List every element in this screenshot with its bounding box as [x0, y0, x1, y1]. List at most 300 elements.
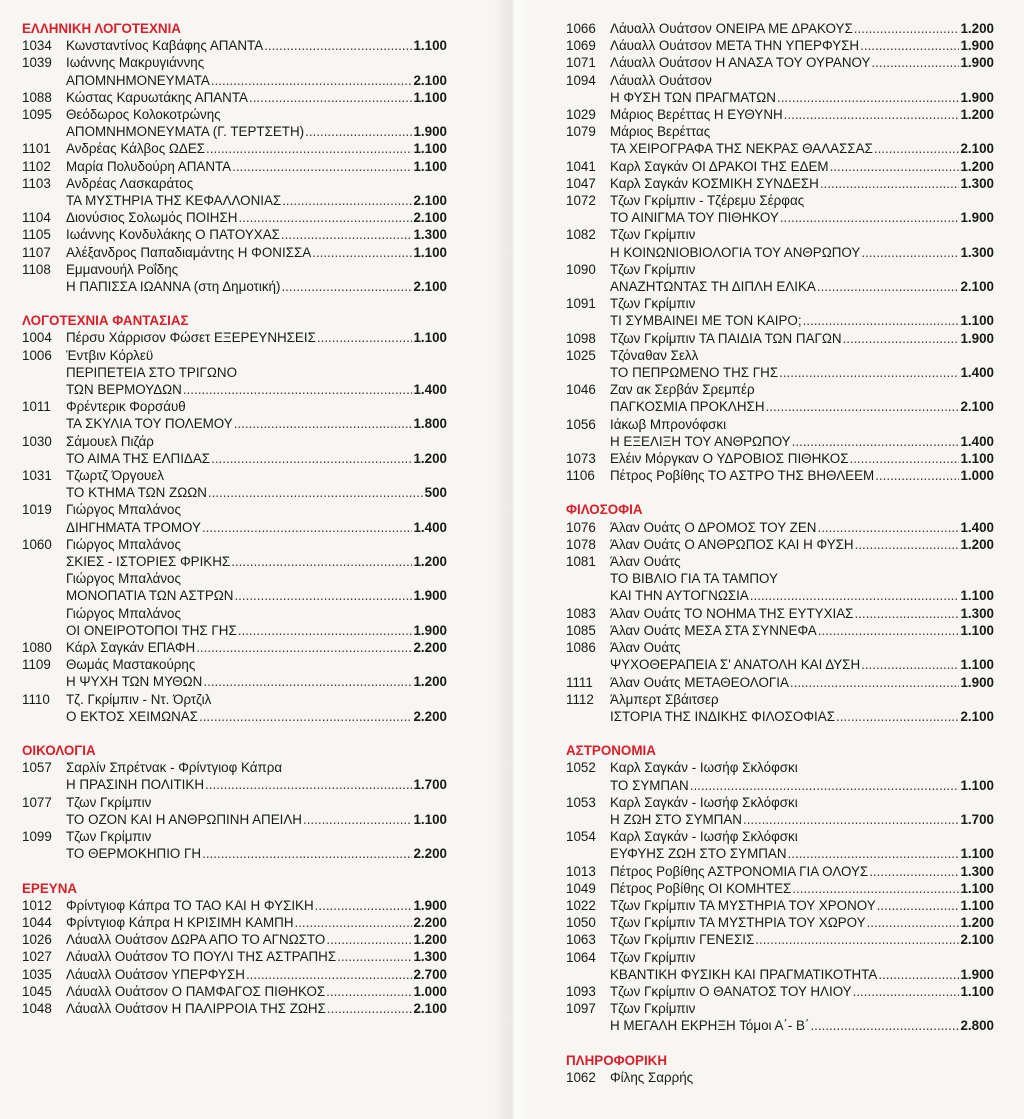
entry-title-line	[610, 244, 994, 261]
entry-text: Κωνσταντίνος Καβάφης ΑΠΑΝΤΑ	[66, 38, 264, 54]
book-code: 1093	[566, 983, 596, 999]
entry-title-line	[66, 519, 447, 536]
dot-leader	[766, 398, 960, 415]
price: 2.200	[413, 640, 447, 656]
price: 2.100	[413, 210, 447, 226]
entry-text: Πέρσυ Χάρρισον Φώσετ ΕΞΕΡΕΥΝΗΣΕΙΣ	[66, 330, 316, 346]
entry-text: ΚΒΑΝΤΙΚΗ ΦΥΣΙΚΗ ΚΑΙ ΠΡΑΓΜΑΤΙΚΟΤΗΤΑ	[610, 966, 878, 982]
dot-leader	[792, 433, 960, 450]
entry-text: Άλαν Ουάτς ΜΕΣΑ ΣΤΑ ΣΥΝΝΕΦΑ	[610, 622, 817, 638]
entry-body	[66, 605, 447, 639]
entry-author-line	[610, 605, 994, 622]
entry-author-line	[610, 467, 994, 484]
entry-title-line	[66, 673, 447, 690]
book-code: 1112	[566, 691, 594, 707]
entry-body	[610, 1000, 994, 1034]
price: 1.400	[413, 519, 447, 535]
entry-title-line	[66, 708, 447, 725]
entry-text: Γιώργος Μπαλάνος	[66, 571, 181, 587]
price: 1.900	[960, 966, 994, 982]
book-code: 1035	[22, 966, 52, 982]
catalog-entry	[566, 192, 994, 226]
entry-author-line	[66, 37, 447, 54]
catalog-entry	[22, 261, 447, 295]
catalog-entry	[566, 123, 994, 157]
dot-leader	[326, 931, 412, 948]
catalog-entry	[566, 226, 994, 260]
entry-author-line	[610, 54, 994, 71]
entry-body	[610, 192, 994, 226]
price: 2.100	[960, 279, 994, 295]
entry-title-line	[610, 708, 994, 725]
price: 2.100	[960, 932, 994, 948]
book-code: 1086	[566, 640, 596, 656]
entry-title-line	[66, 553, 447, 570]
entry-text: Τζων Γκρίμπιν - Τζέρεμυ Σέρφας	[610, 193, 805, 209]
entry-text: Σάμουελ Πιζάρ	[66, 433, 154, 449]
catalog-entry	[566, 175, 994, 192]
entry-body	[610, 467, 994, 484]
entry-text: Η ΠΡΑΣΙΝΗ ΠΟΛΙΤΙΚΗ	[66, 777, 204, 793]
entry-author-line	[66, 347, 447, 364]
dot-leader	[211, 72, 413, 89]
entry-title-line	[66, 587, 447, 604]
entry-author-line	[610, 72, 994, 89]
price: 2.100	[413, 1000, 447, 1016]
book-code: 1004	[22, 330, 52, 346]
entry-title-line	[610, 433, 994, 450]
dot-leader	[810, 1017, 959, 1034]
entry-body	[610, 949, 994, 983]
dot-leader	[780, 209, 960, 226]
catalog-entry	[566, 158, 994, 175]
entry-text: ΜΟΝΟΠΑΤΙΑ ΤΩΝ ΑΣΤΡΩΝ	[66, 588, 234, 604]
entry-author-line	[66, 244, 447, 261]
dot-leader	[860, 37, 959, 54]
book-code: 1064	[566, 949, 596, 965]
entry-text: Τζ. Γκρίμπιν - Ντ. Όρτζιλ	[66, 691, 212, 707]
right-column	[566, 20, 994, 1086]
entry-author-line	[610, 37, 994, 54]
dot-leader	[849, 450, 959, 467]
entry-body	[66, 261, 447, 295]
entry-text: Ιωάννης Κονδυλάκης Ο ΠΑΤΟΥΧΑΣ	[66, 227, 280, 243]
entry-text: Λάυαλλ Ουάτσον ΟΝΕΙΡΑ ΜΕ ΔΡΑΚΟΥΣ	[610, 21, 853, 36]
catalog-entry	[22, 828, 447, 862]
price: 1.900	[413, 124, 447, 140]
entry-title-line	[66, 845, 447, 862]
entry-text: Τζων Γκρίμπιν	[610, 949, 696, 965]
entry-body	[610, 759, 994, 793]
entry-author-line	[610, 295, 994, 312]
book-code: 1097	[566, 1001, 596, 1017]
entry-author-line	[66, 828, 447, 845]
dot-leader	[869, 863, 959, 880]
dot-leader	[788, 845, 960, 862]
entry-author-line	[610, 1000, 994, 1017]
dot-leader	[208, 484, 424, 501]
entry-text: Τζόναθαν Σελλ	[610, 347, 699, 363]
dot-leader	[817, 519, 959, 536]
catalog-entry	[566, 450, 994, 467]
book-code: 1052	[566, 760, 596, 776]
book-code: 1057	[22, 760, 52, 776]
book-code: 1060	[22, 536, 52, 552]
entry-author-line	[66, 54, 447, 71]
price: 1.200	[960, 21, 994, 36]
entry-text: Η ΜΕΓΑΛΗ ΕΚΡΗΞΗ Τόμοι Α΄- Β΄	[610, 1018, 810, 1034]
entry-author-line	[610, 347, 994, 364]
book-code: 1073	[566, 451, 596, 467]
entry-author-line	[610, 880, 994, 897]
dot-leader	[861, 656, 959, 673]
entry-text: Ο ΕΚΤΟΣ ΧΕΙΜΩΝΑΣ	[66, 708, 198, 724]
entry-body	[66, 948, 447, 965]
entry-text: Έντβιν Κόρλεϋ	[66, 347, 154, 363]
entry-text: Καρλ Σαγκάν - Ιωσήφ Σκλόφσκι	[610, 760, 798, 776]
section-heading: ΟΙΚΟΛΟΓΙΑ	[22, 743, 96, 759]
catalog-entry	[566, 931, 994, 948]
price: 2.100	[413, 72, 447, 88]
entry-title-line	[66, 776, 447, 793]
entry-title-line	[66, 381, 447, 398]
price: 1.100	[960, 777, 994, 793]
entry-author-line	[610, 691, 994, 708]
entry-text: Μαρία Πολυδούρη ΑΠΑΝΤΑ	[66, 158, 232, 174]
entry-title-line	[610, 364, 994, 381]
entry-body	[66, 140, 447, 157]
book-code: 1062	[566, 1069, 596, 1085]
entry-title-line	[610, 966, 994, 983]
price: 1.300	[960, 244, 994, 260]
catalog-entry	[22, 570, 447, 604]
entry-title-line	[66, 72, 447, 89]
book-code: 1082	[566, 227, 596, 243]
entry-author-line	[610, 674, 994, 691]
price: 1.900	[960, 330, 994, 346]
book-code: 1076	[566, 519, 596, 535]
entry-body	[66, 209, 447, 226]
entry-text: Η ΦΥΣΗ ΤΩΝ ΠΡΑΓΜΑΤΩΝ	[610, 89, 776, 105]
catalog-entry	[22, 897, 447, 914]
entry-title-line	[610, 570, 994, 587]
section-heading: ΛΟΓΟΤΕΧΝΙΑ ΦΑΝΤΑΣΙΑΣ	[22, 313, 189, 329]
book-code: 1095	[22, 107, 52, 122]
price: 2.700	[413, 966, 447, 982]
book-code: 1027	[22, 949, 52, 965]
entry-text: Λάυαλλ Ουάτσον Η ΠΑΛΙΡΡΟΙΑ ΤΗΣ ΖΩΗΣ	[66, 1000, 326, 1016]
entry-title-line	[66, 192, 447, 209]
catalog-entry	[22, 931, 447, 948]
entry-text: ΤΑ ΜΥΣΤΗΡΙΑ ΤΗΣ ΚΕΦΑΛΛΟΝΙΑΣ	[66, 193, 282, 209]
dot-leader	[743, 811, 960, 828]
book-code: 1101	[22, 141, 51, 157]
price: 500	[424, 485, 447, 501]
entry-author-line	[66, 794, 447, 811]
entry-text: ΤΑ ΧΕΙΡΟΓΡΑΦΑ ΤΗΣ ΝΕΚΡΑΣ ΘΑΛΑΣΣΑΣ	[610, 141, 873, 157]
entry-author-line	[610, 519, 994, 536]
book-code: 1006	[22, 347, 52, 363]
entry-text: ΠΕΡΙΠΕΤΕΙΑ ΣΤΟ ΤΡΙΓΩΝΟ	[66, 364, 238, 380]
entry-body	[610, 914, 994, 931]
entry-text: ΑΝΑΖΗΤΩΝΤΑΣ ΤΗ ΔΙΠΛΗ ΕΛΙΚΑ	[610, 279, 816, 295]
entry-body	[610, 1069, 994, 1086]
entry-text: ΟΙ ΟΝΕΙΡΟΤΟΠΟΙ ΤΗΣ ΓΗΣ	[66, 622, 237, 638]
entry-author-line	[66, 140, 447, 157]
book-code: 1090	[566, 261, 596, 277]
book-code: 1080	[22, 640, 52, 656]
entry-author-line	[66, 983, 447, 1000]
entry-text: Φρέντερικ Φορσάυθ	[66, 399, 186, 415]
price: 1.100	[960, 313, 994, 329]
entry-author-line	[66, 467, 447, 484]
entry-text: Τζων Γκρίμπιν	[610, 261, 696, 277]
entry-author-line	[66, 433, 447, 450]
dot-leader	[779, 364, 959, 381]
entry-body	[610, 37, 994, 54]
catalog-entry	[22, 467, 447, 501]
price: 2.800	[960, 1018, 994, 1034]
price: 1.300	[960, 863, 994, 879]
entry-title-line	[66, 415, 447, 432]
entry-text: Λάυαλλ Ουάτσον ΔΩΡΑ ΑΠΟ ΤΟ ΑΓΝΩΣΤΟ	[66, 932, 326, 948]
entry-text: ΕΥΦΥΗΣ ΖΩΗ ΣΤΟ ΣΥΜΠΑΝ	[610, 846, 787, 862]
price: 1.900	[413, 622, 447, 638]
dot-leader	[755, 931, 959, 948]
dot-leader	[249, 89, 413, 106]
entry-text: Φρίντγιοφ Κάπρα ΤΟ ΤΑΟ ΚΑΙ Η ΦΥΣΙΚΗ	[66, 897, 314, 913]
entry-body	[66, 106, 447, 140]
book-code: 1026	[22, 932, 52, 948]
catalog-entry	[22, 209, 447, 226]
dot-leader	[294, 914, 412, 931]
entry-body	[610, 674, 994, 691]
catalog-entry	[22, 37, 447, 54]
entry-text: ΤΟ ΠΕΠΡΩΜΕΝΟ ΤΗΣ ΓΗΣ	[610, 365, 779, 381]
price: 1.900	[960, 38, 994, 54]
entry-title-line	[610, 312, 994, 329]
price: 1.400	[960, 433, 994, 449]
catalog-entry	[566, 54, 994, 71]
price: 2.200	[413, 846, 447, 862]
dot-leader	[264, 37, 412, 54]
entry-body	[610, 158, 994, 175]
price: 1.100	[413, 330, 447, 346]
entry-body	[66, 914, 447, 931]
dot-leader	[854, 20, 960, 37]
catalog-entry	[566, 467, 994, 484]
book-code: 1109	[22, 657, 51, 673]
price: 1.100	[413, 38, 447, 54]
entry-author-line	[610, 1069, 994, 1086]
entry-author-line	[66, 966, 447, 983]
catalog-entry	[566, 828, 994, 862]
book-code: 1099	[22, 829, 52, 845]
entry-text: Η ΨΥΧΗ ΤΩΝ ΜΥΘΩΝ	[66, 674, 203, 690]
entry-body	[610, 72, 994, 106]
entry-body	[610, 622, 994, 639]
entry-text: Λάυαλλ Ουάτσον Η ΑΝΑΣΑ ΤΟΥ ΟΥΡΑΝΟΥ	[610, 55, 871, 71]
book-code: 1094	[566, 72, 596, 88]
entry-text: ΚΑΙ ΤΗΝ ΑΥΤΟΓΝΩΣΙΑ	[610, 588, 749, 604]
entry-text: Λάυαλλ Ουάτσον Ο ΠΑΜΦΑΓΟΣ ΠΙΘΗΚΟΣ	[66, 983, 326, 999]
entry-body	[610, 416, 994, 450]
dot-leader	[878, 966, 959, 983]
entry-text: Τζων Γκρίμπιν ΓΕΝΕΣΙΣ	[610, 932, 755, 948]
entry-text: ΤΙ ΣΥΜΒΑΙΝΕΙ ΜΕ ΤΟΝ ΚΑΙΡΟ;	[610, 313, 802, 329]
entry-text: Διονύσιος Σολωμός ΠΟΙΗΣΗ	[66, 210, 238, 226]
catalog-entry	[566, 37, 994, 54]
price: 1.100	[413, 141, 447, 157]
left-column	[22, 20, 447, 1017]
section-heading: ΦΙΛΟΣΟΦΙΑ	[566, 502, 643, 518]
catalog-entry	[566, 261, 994, 295]
catalog-entry	[22, 501, 447, 535]
dot-leader	[246, 966, 413, 983]
entry-body	[610, 983, 994, 1000]
book-code: 1031	[22, 468, 52, 484]
entry-body	[66, 794, 447, 828]
entry-body	[66, 501, 447, 535]
entry-author-line	[66, 605, 447, 622]
entry-author-line	[610, 536, 994, 553]
book-code: 1071	[566, 55, 596, 71]
dot-leader	[202, 845, 412, 862]
entry-author-line	[610, 123, 994, 140]
catalog-entry	[22, 948, 447, 965]
catalog-entry	[566, 897, 994, 914]
entry-body	[610, 863, 994, 880]
book-code: 1044	[22, 914, 52, 930]
price: 1.100	[413, 158, 447, 174]
price: 1.100	[960, 451, 994, 467]
entry-author-line	[610, 622, 994, 639]
dot-leader	[690, 777, 960, 794]
entry-text: Καρλ Σαγκάν ΟΙ ΔΡΑΚΟΙ ΤΗΣ ΕΔΕΜ	[610, 158, 829, 174]
dot-leader	[206, 140, 412, 157]
price: 1.100	[413, 89, 447, 105]
entry-text: ΔΙΗΓΗΜΑΤΑ ΤΡΟΜΟΥ	[66, 519, 201, 535]
dot-leader	[853, 983, 960, 1000]
entry-author-line	[66, 536, 447, 553]
entry-body	[610, 519, 994, 536]
dot-leader	[337, 948, 412, 965]
entry-text: ΤΟ ΒΙΒΛΙΟ ΓΙΑ ΤΑ ΤΑΜΠΟΥ	[610, 571, 778, 587]
section-heading: ΠΛΗΡΟΦΟΡΙΚΗ	[566, 1052, 668, 1068]
entry-body	[610, 880, 994, 897]
dot-leader	[303, 811, 413, 828]
catalog-entry	[566, 880, 994, 897]
book-code: 1111	[566, 674, 593, 690]
entry-text: ΤΟ ΟΖΟΝ ΚΑΙ Η ΑΝΘΡΩΠΙΝΗ ΑΠΕΙΛΗ	[66, 811, 302, 827]
entry-author-line	[66, 501, 447, 518]
entry-title-line	[66, 622, 447, 639]
dot-leader	[874, 140, 960, 157]
entry-title-line	[610, 845, 994, 862]
book-code: 1045	[22, 983, 52, 999]
entry-title-line	[610, 1017, 994, 1034]
catalog-entry	[22, 106, 447, 140]
entry-text: Τζωρτζ Όργουελ	[66, 468, 164, 484]
dot-leader	[867, 914, 960, 931]
entry-author-line	[66, 656, 447, 673]
entry-text: ΠΑΓΚΟΣΜΙΑ ΠΡΟΚΛΗΣΗ	[610, 399, 765, 415]
entry-text: Γιώργος Μπαλάνος	[66, 536, 181, 552]
dot-leader	[861, 244, 959, 261]
entry-author-line	[610, 158, 994, 175]
dot-leader	[199, 708, 413, 725]
catalog-entry	[22, 983, 447, 1000]
entry-body	[66, 89, 447, 106]
catalog-entry	[566, 330, 994, 347]
book-code: 1083	[566, 605, 596, 621]
entry-text: Πέτρος Ροβίθης ΟΙ ΚΟΜΗΤΕΣ	[610, 880, 792, 896]
book-code: 1069	[566, 38, 596, 54]
entry-body	[66, 398, 447, 432]
entry-text: Άλαν Ουάτς	[610, 554, 681, 570]
price: 1.300	[960, 605, 994, 621]
entry-body	[610, 639, 994, 673]
dot-leader	[855, 536, 960, 553]
entry-text: Λάυαλλ Ουάτσον	[610, 72, 712, 88]
book-code: 1104	[22, 210, 51, 226]
entry-text: ΤΟ ΘΕΡΜΟΚΗΠΙΟ ΓΗ	[66, 846, 202, 862]
book-code	[22, 570, 66, 604]
book-code: 1013	[566, 863, 596, 879]
price: 1.200	[413, 450, 447, 466]
entry-text: Άλαν Ουάτς Ο ΑΝΘΡΩΠΟΣ ΚΑΙ Η ΦΥΣΗ	[610, 536, 854, 552]
catalog-entry	[22, 347, 447, 399]
entry-body	[610, 381, 994, 415]
price: 1.100	[960, 622, 994, 638]
catalog-entry	[566, 691, 994, 725]
price: 1.400	[413, 382, 447, 398]
entry-text: Τζων Γκρίμπιν	[610, 296, 696, 312]
book-code: 1105	[22, 227, 51, 243]
entry-author-line	[610, 639, 994, 656]
book-code: 1048	[22, 1000, 52, 1016]
entry-text: Άλαν Ουάτς ΤΟ ΝΟΗΜΑ ΤΗΣ ΕΥΤΥΧΙΑΣ	[610, 605, 854, 621]
entry-body	[66, 467, 447, 501]
catalog-entry	[566, 1000, 994, 1034]
entry-text: Καρλ Σαγκάν - Ιωσήφ Σκλόφσκι	[610, 829, 798, 845]
price: 1.100	[960, 983, 994, 999]
entry-text: Σαρλίν Σπρέτνακ - Φρίντγιοφ Κάπρα	[66, 760, 283, 776]
entry-author-line	[610, 226, 994, 243]
book-code: 1108	[22, 261, 51, 277]
entry-text: Καρλ Σαγκάν - Ιωσήφ Σκλόφσκι	[610, 794, 798, 810]
catalog-entry	[22, 89, 447, 106]
entry-title-line	[610, 777, 994, 794]
price: 1.100	[413, 811, 447, 827]
dot-leader	[792, 880, 959, 897]
price: 1.000	[960, 468, 994, 484]
book-code: 1107	[22, 244, 51, 260]
entry-text: Τζων Γκρίμπιν	[66, 794, 152, 810]
entry-author-line	[66, 89, 447, 106]
entry-title-line	[66, 278, 447, 295]
price: 1.200	[960, 107, 994, 123]
entry-body	[66, 433, 447, 467]
entry-author-line	[610, 381, 994, 398]
price: 1.900	[413, 588, 447, 604]
dot-leader	[281, 278, 412, 295]
entry-body	[66, 54, 447, 88]
book-code: 1022	[566, 897, 596, 913]
price: 2.200	[413, 914, 447, 930]
entry-title-line	[66, 811, 447, 828]
price: 1.100	[960, 657, 994, 673]
